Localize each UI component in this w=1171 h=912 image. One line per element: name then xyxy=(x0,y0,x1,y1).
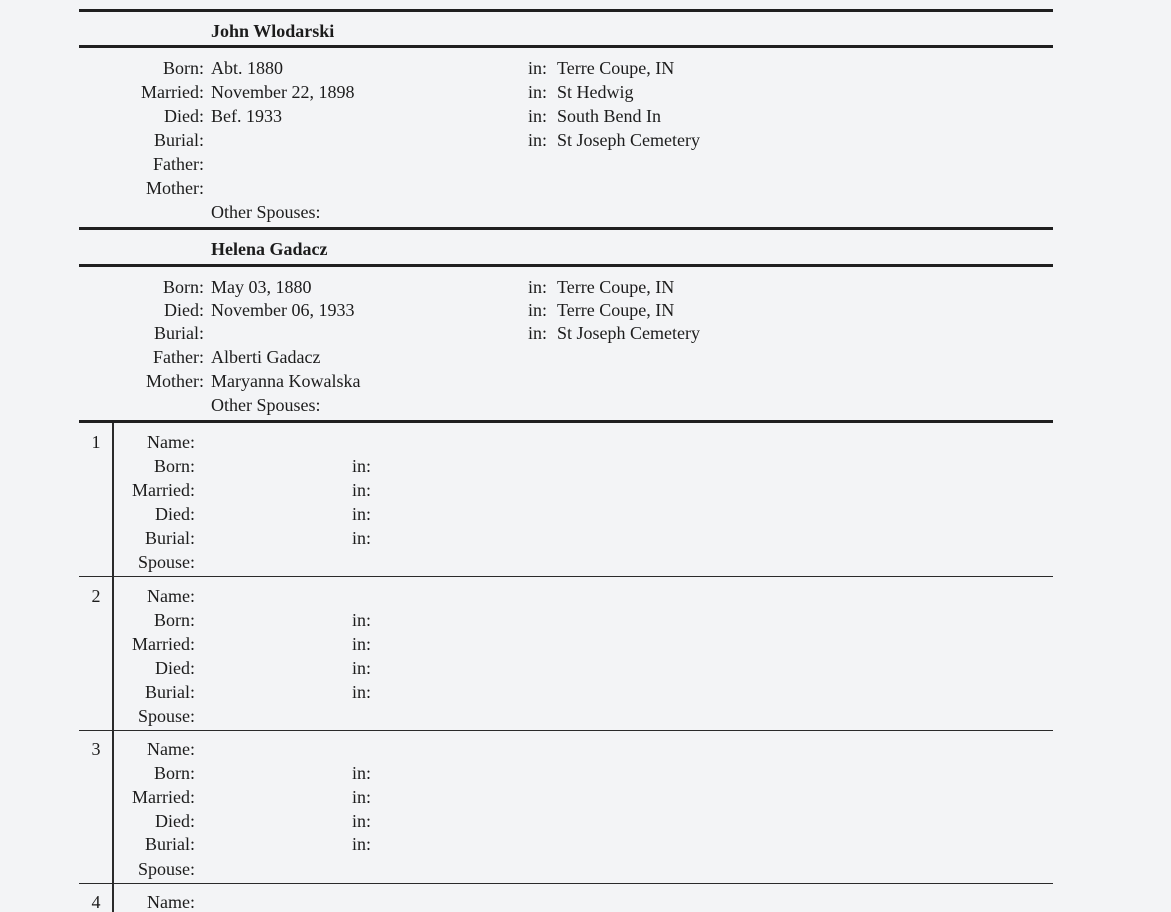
child-number: 2 xyxy=(91,586,101,606)
child-died-label: Died: xyxy=(155,811,195,831)
child-born-label: Born: xyxy=(153,610,195,630)
husband-died-value: Bef. 1933 xyxy=(211,106,282,126)
child-divider xyxy=(79,576,1053,577)
child-born-in-label: in: xyxy=(352,456,372,476)
husband-died-place: South Bend In xyxy=(557,106,662,126)
husband-burial-label: Burial: xyxy=(154,130,204,150)
child-name-label: Name: xyxy=(147,586,195,606)
child-divider xyxy=(79,883,1053,884)
wife-died-label: Died: xyxy=(164,300,204,320)
child-name-label: Name: xyxy=(147,432,195,452)
children-number-column-rule xyxy=(112,423,114,912)
child-married-in-label: in: xyxy=(352,480,372,500)
husband-married-in-label: in: xyxy=(528,82,548,102)
top-rule xyxy=(79,9,1053,12)
child-name-label: Name: xyxy=(147,739,195,759)
child-burial-in-label: in: xyxy=(352,834,372,854)
wife-born-place: Terre Coupe, IN xyxy=(557,277,675,297)
wife-father-label: Father: xyxy=(153,347,204,367)
child-divider xyxy=(79,730,1053,731)
child-burial-label: Burial: xyxy=(145,682,195,702)
child-born-label: Born: xyxy=(153,456,195,476)
wife-died-place: Terre Coupe, IN xyxy=(557,300,675,320)
husband-header-rule xyxy=(79,45,1053,48)
husband-died-label: Died: xyxy=(164,106,204,126)
husband-burial-place: St Joseph Cemetery xyxy=(557,130,700,150)
child-born-in-label: in: xyxy=(352,763,372,783)
child-burial-in-label: in: xyxy=(352,528,372,548)
child-born-in-label: in: xyxy=(352,610,372,630)
husband-mother-label: Mother: xyxy=(146,178,204,198)
husband-born-in-label: in: xyxy=(528,58,548,78)
husband-born-value: Abt. 1880 xyxy=(211,58,283,78)
husband-burial-in-label: in: xyxy=(528,130,548,150)
child-name-label: Name: xyxy=(147,892,195,912)
child-died-label: Died: xyxy=(155,658,195,678)
child-died-in-label: in: xyxy=(352,658,372,678)
wife-mother-label: Mother: xyxy=(146,371,204,391)
child-married-label: Married: xyxy=(132,787,195,807)
child-number: 4 xyxy=(91,892,101,912)
child-married-in-label: in: xyxy=(352,634,372,654)
wife-burial-place: St Joseph Cemetery xyxy=(557,323,700,343)
husband-married-place: St Hedwig xyxy=(557,82,634,102)
wife-father-value: Alberti Gadacz xyxy=(211,347,321,367)
child-spouse-label: Spouse: xyxy=(137,859,195,879)
husband-born-label: Born: xyxy=(162,58,204,78)
wife-burial-label: Burial: xyxy=(154,323,204,343)
child-number: 1 xyxy=(91,432,101,452)
husband-married-value: November 22, 1898 xyxy=(211,82,355,102)
husband-name: John Wlodarski xyxy=(211,21,335,41)
husband-born-place: Terre Coupe, IN xyxy=(557,58,675,78)
wife-born-value: May 03, 1880 xyxy=(211,277,312,297)
wife-name: Helena Gadacz xyxy=(211,239,328,259)
wife-died-in-label: in: xyxy=(528,300,548,320)
wife-died-value: November 06, 1933 xyxy=(211,300,355,320)
child-spouse-label: Spouse: xyxy=(137,706,195,726)
child-born-label: Born: xyxy=(153,763,195,783)
child-spouse-label: Spouse: xyxy=(137,552,195,572)
wife-born-in-label: in: xyxy=(528,277,548,297)
child-died-in-label: in: xyxy=(352,811,372,831)
child-burial-label: Burial: xyxy=(145,528,195,548)
child-married-label: Married: xyxy=(132,634,195,654)
husband-died-in-label: in: xyxy=(528,106,548,126)
child-married-in-label: in: xyxy=(352,787,372,807)
wife-born-label: Born: xyxy=(162,277,204,297)
children-top-rule xyxy=(79,420,1053,423)
wife-header-rule xyxy=(79,264,1053,267)
child-number: 3 xyxy=(91,739,101,759)
wife-burial-in-label: in: xyxy=(528,323,548,343)
child-died-in-label: in: xyxy=(352,504,372,524)
child-died-label: Died: xyxy=(155,504,195,524)
wife-other-spouses-label: Other Spouses: xyxy=(211,395,321,415)
husband-other-spouses-label: Other Spouses: xyxy=(211,202,321,222)
husband-father-label: Father: xyxy=(153,154,204,174)
wife-top-rule xyxy=(79,227,1053,230)
wife-mother-value: Maryanna Kowalska xyxy=(211,371,361,391)
husband-married-label: Married: xyxy=(141,82,204,102)
child-burial-label: Burial: xyxy=(145,834,195,854)
child-married-label: Married: xyxy=(132,480,195,500)
child-burial-in-label: in: xyxy=(352,682,372,702)
